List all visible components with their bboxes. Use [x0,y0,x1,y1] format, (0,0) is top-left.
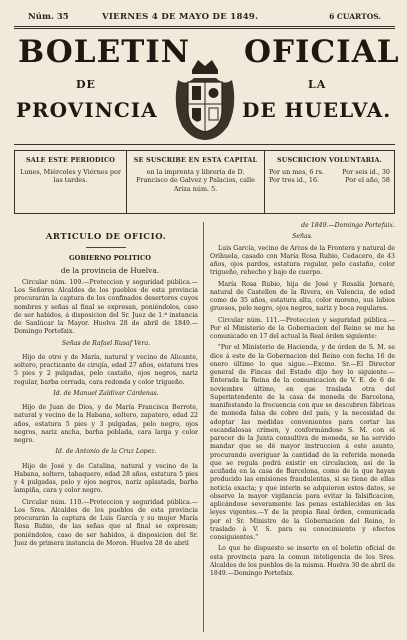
description-label-1: Señas de Rafael Rusaf Vera. [61,339,151,347]
issue-number: Núm. 35 [28,12,69,22]
periodicity-text: Lunes, Miércoles y Viérnes por las tardes. [20,167,121,185]
province-heading: de la provincia de Huelva. [60,266,160,276]
description-2: Hijo de Juan de Dios, y de María Francisca Berrote, natural y vecino de la Habana, soltero, zapatero, edad 22 años, estatura 5 pies y 3 pulgadas, pelo negro, ojos negros, nariz ancha, barba poblada, cara larga y color negro. [14,404,198,445]
rate-three-months: Por tres id., 16. [269,176,320,185]
circular-110-signature: de 1849.—Domingo Portefaix. [301,222,395,229]
rates-box [265,151,394,213]
top-rule-thin [14,28,395,29]
rate-one-month: Por un mes, 6 rs. [269,167,324,176]
subscription-panel [14,150,395,214]
description-label-2: Id. de Manuel Zaldivar Cárdenas. [53,389,159,397]
issue-line [14,12,395,26]
description-garcia: Luis García, vecino de Arcos de la Frontera y natural de Orihuela, casado con María Rosa Rubio, Cedacero, de 43 años, ojos pardos, estatura regular, pelo castaño, color trigueño, rehecho y bajo de cuerpo. [210,244,395,277]
circular-111: Circular núm. 111.—Proteccion y seguridad pública.—Por el Ministerio de la Gobernacion del Reino se me ha comunicado en 17 del actual la Real órden siguiente: [210,316,395,340]
periodicity-title: SALE ESTE PERIODICO [25,156,116,164]
masthead-la: LA [308,78,327,91]
issue-price: 6 CUARTOS. [329,12,381,21]
rate-row [269,168,390,177]
description-label-3: Id. de Antonio de la Cruz Lopez. [55,448,157,456]
subscribe-text: en la imprenta y librería de D. Francisco de Galvez y Palacios, calle Ariza núm. 5. [136,167,255,193]
circular-109: Circular núm. 109.—Proteccion y seguridad pública.—Los Señores Alcaldes de los pueblos de esta provincia procurarán la captura de los confinados desertores cuyos nombres y señas al final se expresan, poniéndolos, caso de ser habidos, á disposicion del Sr. Juez de 1.ª instancia de Sanlúcar la Mayor. Huelva 28 de abril de 1849.—Domingo Portefaix. [14,278,198,336]
subscribe-box [127,151,265,213]
royal-order: "Por el Ministerio de Hacienda, y de órden de S. M. se dice á este de la Gobernacion del Reino con fecha 16 de enero último lo que sigue.—Excmo. Sr.—El Director general de Fincas del Estado dijo hoy lo siguiente.—Enterada la Reina de la comunicacion de V. E. de 6 de noviembre último, en que traslada otra del Superintendente de la casa de moneda de Barcelona, manifestando la frecuencia con que se descubren fábricas de moneda falsa de cobre del país, y la necesidad de adoptar las medidas convenientes para cortar las escandalosas crímen, y conformándose S. M. con el parecer de la Junta consultiva de moneda, se ha servido mandar que se dé mayor instruccion á este asunto, procurando averiguar la cantidad de la referida moneda que se regula podrá existir en circulacion, así de la acuñada en la casa de Barcelona, como de la que hayan producido las emisiones fraudulentas, si se tiene de ellas noticia exacta; y que interin se adquieren estos datos, se observe la mayor vigilancia para evitar la falsificacion, aplicándose severamente las penas establecidas en las leyes vigentes.—Y de la propia Real órden, comunicada por el Sr. Ministro de la Gobernacion del Reino, lo traslado á V. S. para su conocimiento y efectos consiguientes." [210,344,395,541]
column-divider [203,222,204,632]
masthead-rule [14,144,395,145]
masthead-provincia: PROVINCIA [16,98,158,122]
top-rule [14,26,395,27]
description-3: Hijo de José y de Catalina, natural y vecino de la Habana, soltero, tabaquero, edad 28 años, estatura 5 pies y 4 pulgadas, pelo y ojos negros, nariz aplastada, barba lampiña, cara y color negro. [14,462,198,495]
rate-row [269,176,390,185]
coat-of-arms-icon [172,56,238,142]
issue-date: VIERNES 4 DE MAYO DE 1849. [102,12,259,22]
circular-110: Circular núm. 110.—Proteccion y seguridad pública.—Los Sres. Alcaldes de los pueblos de esta provincia procurarán la captura de Luis García y su mujer María Rosa Rubio, de las señas que al final se expresan; poniéndolos, caso de ser habidos, á disposicion del Sr. Juez de primera instancia de Moron. Huelva 28 de abril [14,498,198,547]
subscribe-title: SE SUSCRIBE EN ESTA CAPITAL [133,156,258,164]
masthead-boletin: BOLETIN [18,34,191,70]
description-1: Hijo de otro y de María, natural y vecino de Alicante, soltero, practicante de cirujía, edad 27 años, estatura tres 5 pies y 2 pulgadas, pelo castaño, ojos negros, nariz regular, barba cerrada, cara redonda y color trigueño. [14,353,198,386]
rate-six-months: Por seis id., 30 [342,167,390,176]
rates-table [269,168,390,185]
periodicity-box [15,151,127,213]
government-heading: GOBIERNO POLITICO [68,254,151,263]
masthead-de-huelva: DE HUELVA. [242,98,392,122]
section-divider [86,247,126,248]
left-column [14,222,198,636]
masthead-de: DE [76,78,96,91]
masthead-oficial: OFICIAL [244,34,400,70]
rate-year: Por el año, 58 [345,176,390,185]
masthead [14,32,400,140]
circular-111-closing: Lo que he dispuesto se inserte en el boletin oficial de esta provincia para la comun inteligencia de los Sres. Alcaldes de los pueblos de la misma. Huelva 30 de abril de 1849.—Domingo Portefaix. [210,545,395,577]
newspaper-page [14,8,400,636]
section-heading: ARTICULO DE OFICIO. [45,232,167,242]
rates-title: SUSCRICION VOLUNTARIA. [276,156,383,164]
descriptions-label: Señas. [292,233,313,241]
right-column [210,222,395,636]
description-rubio: María Rosa Rubio, hija de José y Rosalía Jornaré, natural de Castellon de la Rivera, en Valencia, de edad como de 35 años, estatura alta, color moreno, sus labios gruesos, pelo negro, ojos negros, nariz y boca regulares. [210,280,395,313]
